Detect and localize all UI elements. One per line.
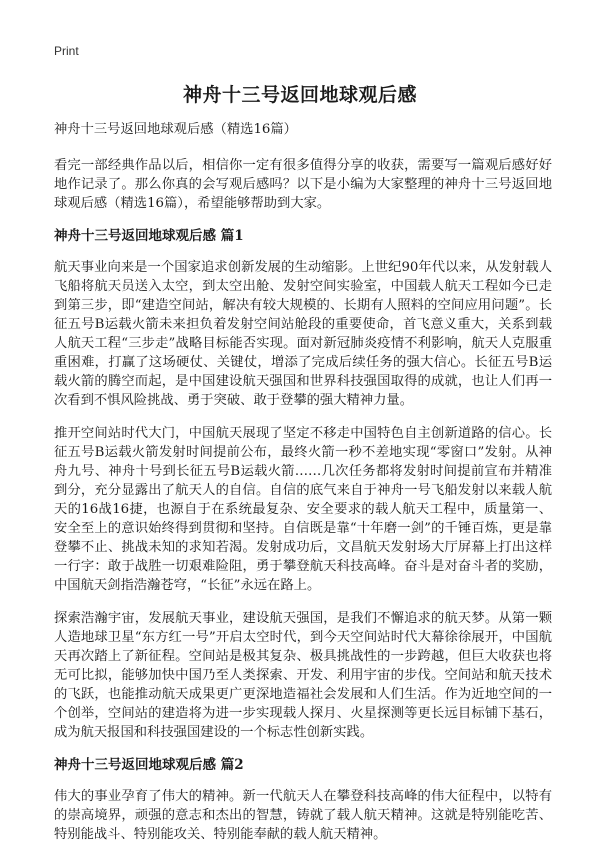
intro-paragraph: 看完一部经典作品以后，相信你一定有很多值得分享的收获，需要写一篇观后感好好地作记录了。那么你真的会写观后感吗？以下是小编为大家整理的神舟十三号返回地球观后感（精选16篇），希望能够帮助到大家。 xyxy=(54,158,552,211)
article-body xyxy=(54,120,552,858)
section-heading: 神舟十三号返回地球观后感 篇1 xyxy=(54,228,244,244)
section-heading: 神舟十三号返回地球观后感 篇2 xyxy=(54,757,244,773)
print-link[interactable]: Print xyxy=(54,44,79,58)
section-1 xyxy=(54,227,552,742)
section-1-paragraph-1: 航天事业向来是一个国家追求创新发展的生动缩影。上世纪90年代以来，从发射载人飞船将航天员送入太空，到太空出舱、发射空间实验室，中国载人航天工程如今已走到第三步，即“建造空间站，解决有较大规模的、长期有人照料的空间应用问题”。长征五号B运载火箭未来担负着发射空间站舱段的重要使命，首飞意义重大，关系到载人航天工程“三步走”战略目标能否实现。面对新冠肺炎疫情不利影响，航天人克服重重困难，打赢了这场硬仗、关键仗，增添了完成后续任务的强大信心。长征五号B运载火箭的腾空而起，是中国建设航天强国和世界科技强国取得的成就，也让人们再一次看到不惧风险挑战、勇于突破、敢于登攀的强大精神力量。 xyxy=(54,260,552,408)
section-1-paragraph-3: 探索浩瀚宇宙，发展航天事业，建设航天强国，是我们不懈追求的航天梦。从第一颗人造地球卫星“东方红一号”开启太空时代，到今天空间站时代大幕徐徐展开，中国航天再次踏上了新征程。空间站是极其复杂、极具挑战性的一步跨越，但巨大收获也将无可比拟，能够加快中国乃至人类探索、开发、利用宇宙的步伐。空间站和航天技术的飞跃，也能推动航天成果更广更深地造福社会发展和人们生活。作为近地空间的一个创举，空间站的建造将为进一步实现载人探月、火星探测等更长远目标铺下基石，成为航天报国和科技强国建设的一个标志性创新实践。 xyxy=(54,611,552,740)
section-2-paragraph-1: 伟大的事业孕育了伟大的精神。新一代航天人在攀登科技高峰的伟大征程中，以特有的崇高境界，顽强的意志和杰出的智慧，铸就了载人航天精神。这就是特别能吃苦、特别能战斗、特别能攻关、特别能奉献的载人航天精神。 xyxy=(54,789,552,842)
section-1-paragraph-2: 推开空间站时代大门，中国航天展现了坚定不移走中国特色自主创新道路的信心。长征五号B运载火箭发射时间提前公布，最终火箭一秒不差地实现“零窗口”发射。从神舟九号、神舟十号到长征五号B运载火箭……几次任务都将发射时间提前宣布并精准到分，充分显露出了航天人的自信。自信的底气来自于神舟一号飞船发射以来载人航天的16战16捷，也源自于在系统最复杂、安全要求的载人航天工程中，质量第一、安全至上的意识始终得到贯彻和坚持。自信既是靠“十年磨一剑”的千锤百炼，更是靠登攀不止、挑战未知的求知若渴。发射成功后，文昌航天发射场大厅屏幕上打出这样一行字：敢于战胜一切艰难险阻，勇于攀登航天科技高峰。奋斗是对奋斗者的奖励，中国航天剑指浩瀚苍穹，“长征”永远在路上。 xyxy=(54,426,552,593)
section-2 xyxy=(54,756,552,844)
page-title: 神舟十三号返回地球观后感 xyxy=(182,84,417,106)
article-subtitle: 神舟十三号返回地球观后感（精选16篇） xyxy=(54,122,297,137)
